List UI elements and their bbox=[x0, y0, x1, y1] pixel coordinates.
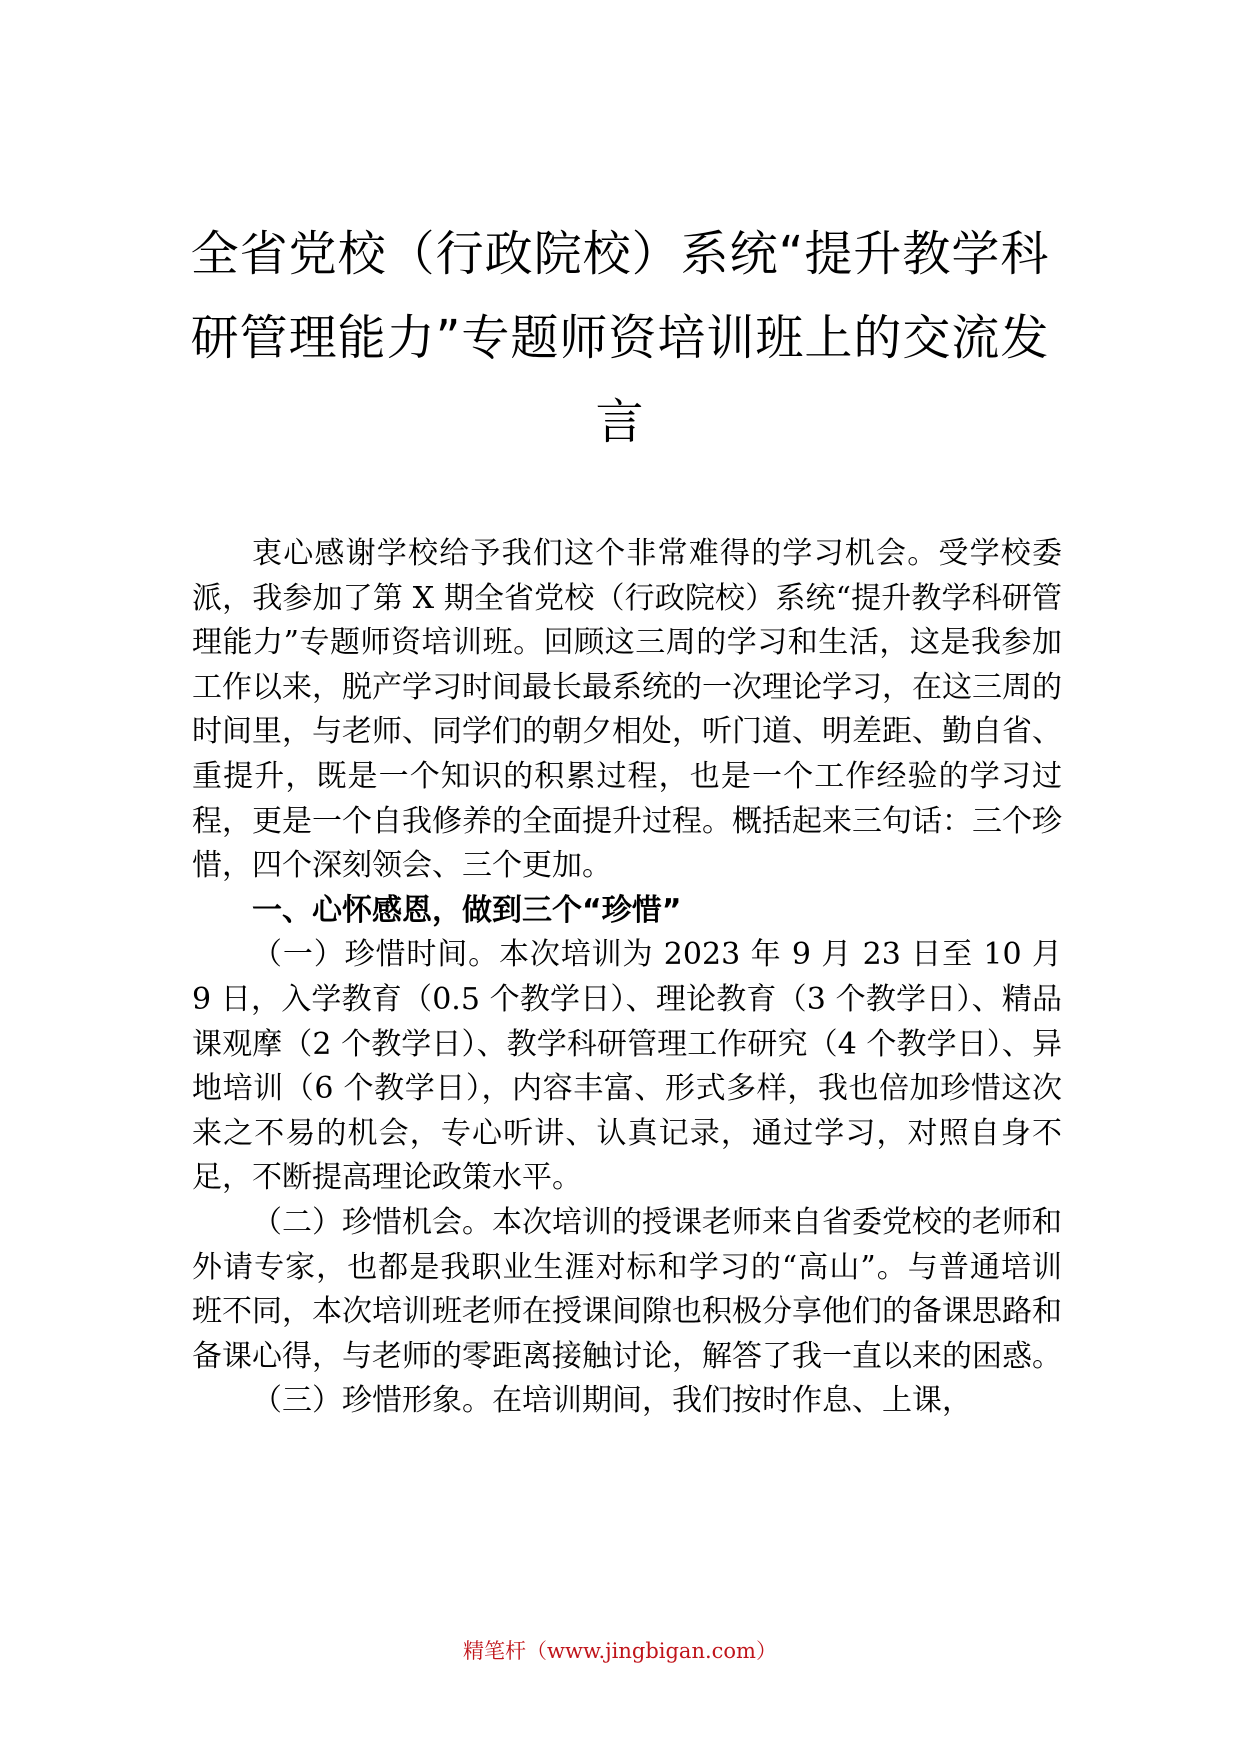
title-line-2: 研管理能力”专题师资培训班上的交流发 bbox=[190, 310, 1050, 366]
footer-watermark: 精笔杆（www.jingbigan.com） bbox=[463, 1639, 777, 1663]
document-body bbox=[192, 532, 1062, 1424]
section-heading-1: 一、心怀感恩，做到三个“珍惜” bbox=[252, 892, 682, 928]
paragraph-cherish-opportunity: （二）珍惜机会。本次培训的授课老师来自省委党校的老师和外请专家，也都是我职业生涯对标和学习的“高山”。与普通培训班不同，本次培训班老师在授课间隙也积极分享他们的备课思路和备课心得，与老师的零距离接触讨论，解答了我一直以来的困惑。 bbox=[192, 1204, 1062, 1374]
title-line-3: 言 bbox=[595, 394, 645, 450]
paragraph-cherish-time: （一）珍惜时间。本次培训为 2023 年 9 月 23 日至 10 月 9 日，入学教育（0.5 个教学日）、理论教育（3 个教学日）、精品课观摩（2 个教学日）、教学科研管理工作研究（4 个教学日）、异地培训（6 个教学日），内容丰富、形式多样，我也倍加珍惜这次来之不易的机会，专心听讲、认真记录，通过学习，对照自身不足，不断提高理论政策水平。 bbox=[192, 937, 1062, 1196]
paragraph-intro: 衷心感谢学校给予我们这个非常难得的学习机会。受学校委派，我参加了第 X 期全省党校（行政院校）系统“提升教学科研管理能力”专题师资培训班。回顾这三周的学习和生活，这是我参加工作以来，脱产学习时间最长最系统的一次理论学习，在这三周的时间里，与老师、同学们的朝夕相处，听门道、明差距、勤自省、重提升，既是一个知识的积累过程，也是一个工作经验的学习过程，更是一个自我修养的全面提升过程。概括起来三句话：三个珍惜，四个深刻领会、三个更加。 bbox=[192, 536, 1062, 884]
title-line-1: 全省党校（行政院校）系统“提升教学科 bbox=[190, 226, 1050, 282]
paragraph-cherish-image: （三）珍惜形象。在培训期间，我们按时作息、上课， bbox=[252, 1383, 972, 1419]
document-title bbox=[170, 212, 1070, 464]
